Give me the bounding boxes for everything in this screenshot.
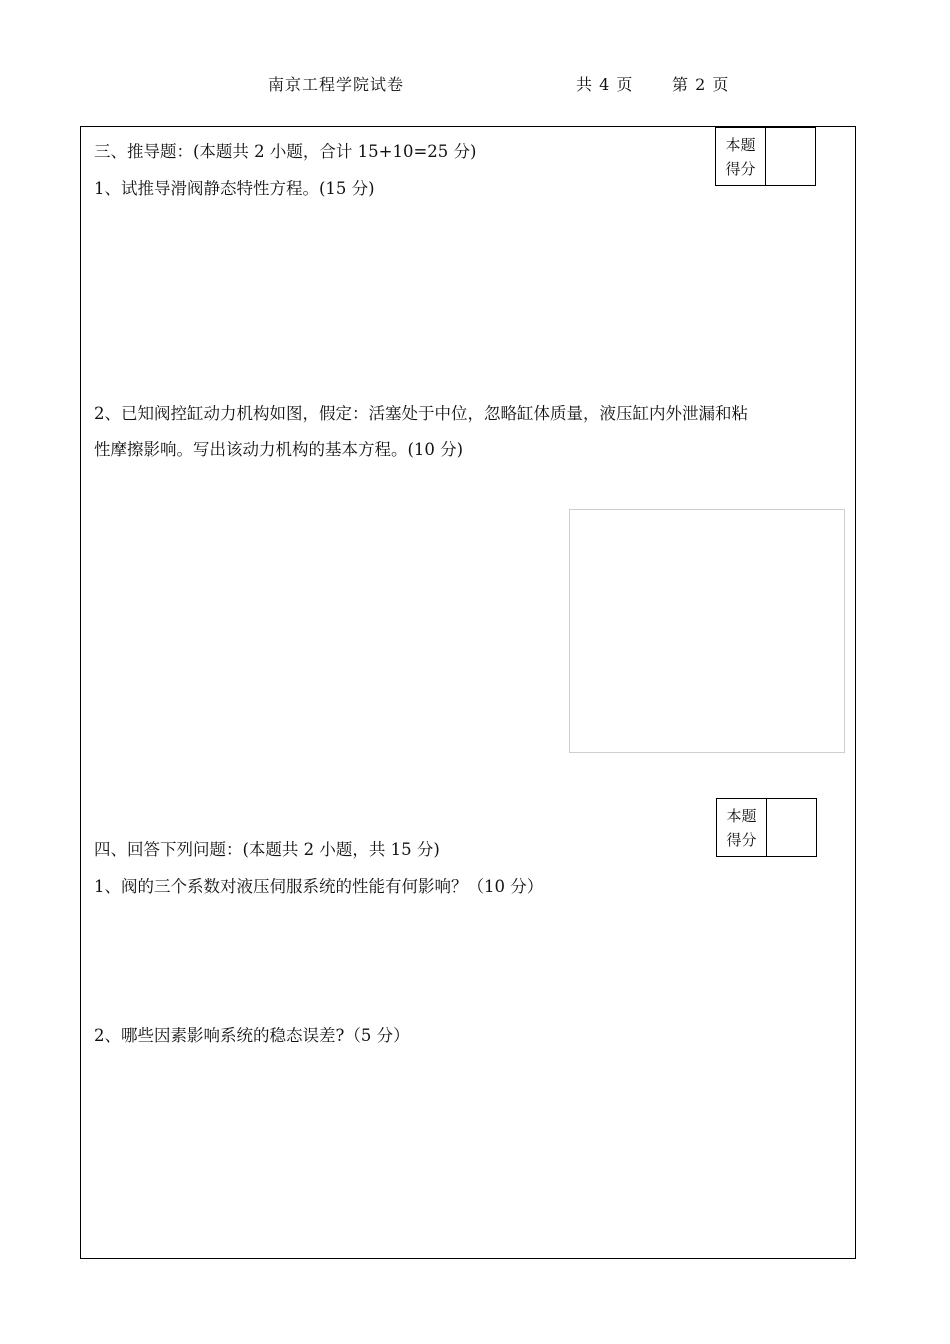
- score-label: [716, 128, 766, 185]
- page-number: 第 2 页: [672, 75, 730, 94]
- score-label: [717, 799, 767, 856]
- section-3-title: 三、推导题：(本题共 2 小题，合计 15+10=25 分): [94, 142, 477, 161]
- section-3-question-2-line-1: 2、已知阀控缸动力机构如图，假定：活塞处于中位，忽略缸体质量，液压缸内外泄漏和粘: [94, 404, 748, 423]
- section-4-title: 四、回答下列问题：(本题共 2 小题，共 15 分): [94, 840, 440, 859]
- score-box-section-4: [716, 798, 817, 857]
- score-label-line2: 得分: [726, 830, 757, 849]
- score-entry-cell: [766, 128, 815, 185]
- section-4-question-1: 1、阀的三个系数对液压伺服系统的性能有何影响？（10 分）: [94, 877, 544, 896]
- total-pages: 共 4 页: [576, 75, 634, 94]
- score-label-line1: 本题: [725, 135, 756, 154]
- exam-school-title: 南京工程学院试卷: [268, 75, 405, 94]
- section-3-question-2-line-2: 性摩擦影响。写出该动力机构的基本方程。(10 分): [94, 440, 464, 459]
- section-4-question-2: 2、哪些因素影响系统的稳态误差?（5 分）: [94, 1026, 410, 1045]
- score-box-section-3: [715, 127, 816, 186]
- score-label-line1: 本题: [726, 806, 757, 825]
- score-entry-cell: [767, 799, 816, 856]
- score-label-line2: 得分: [725, 159, 756, 178]
- valve-controlled-cylinder-figure: [569, 509, 845, 753]
- section-3-question-1: 1、试推导滑阀静态特性方程。(15 分): [94, 179, 375, 198]
